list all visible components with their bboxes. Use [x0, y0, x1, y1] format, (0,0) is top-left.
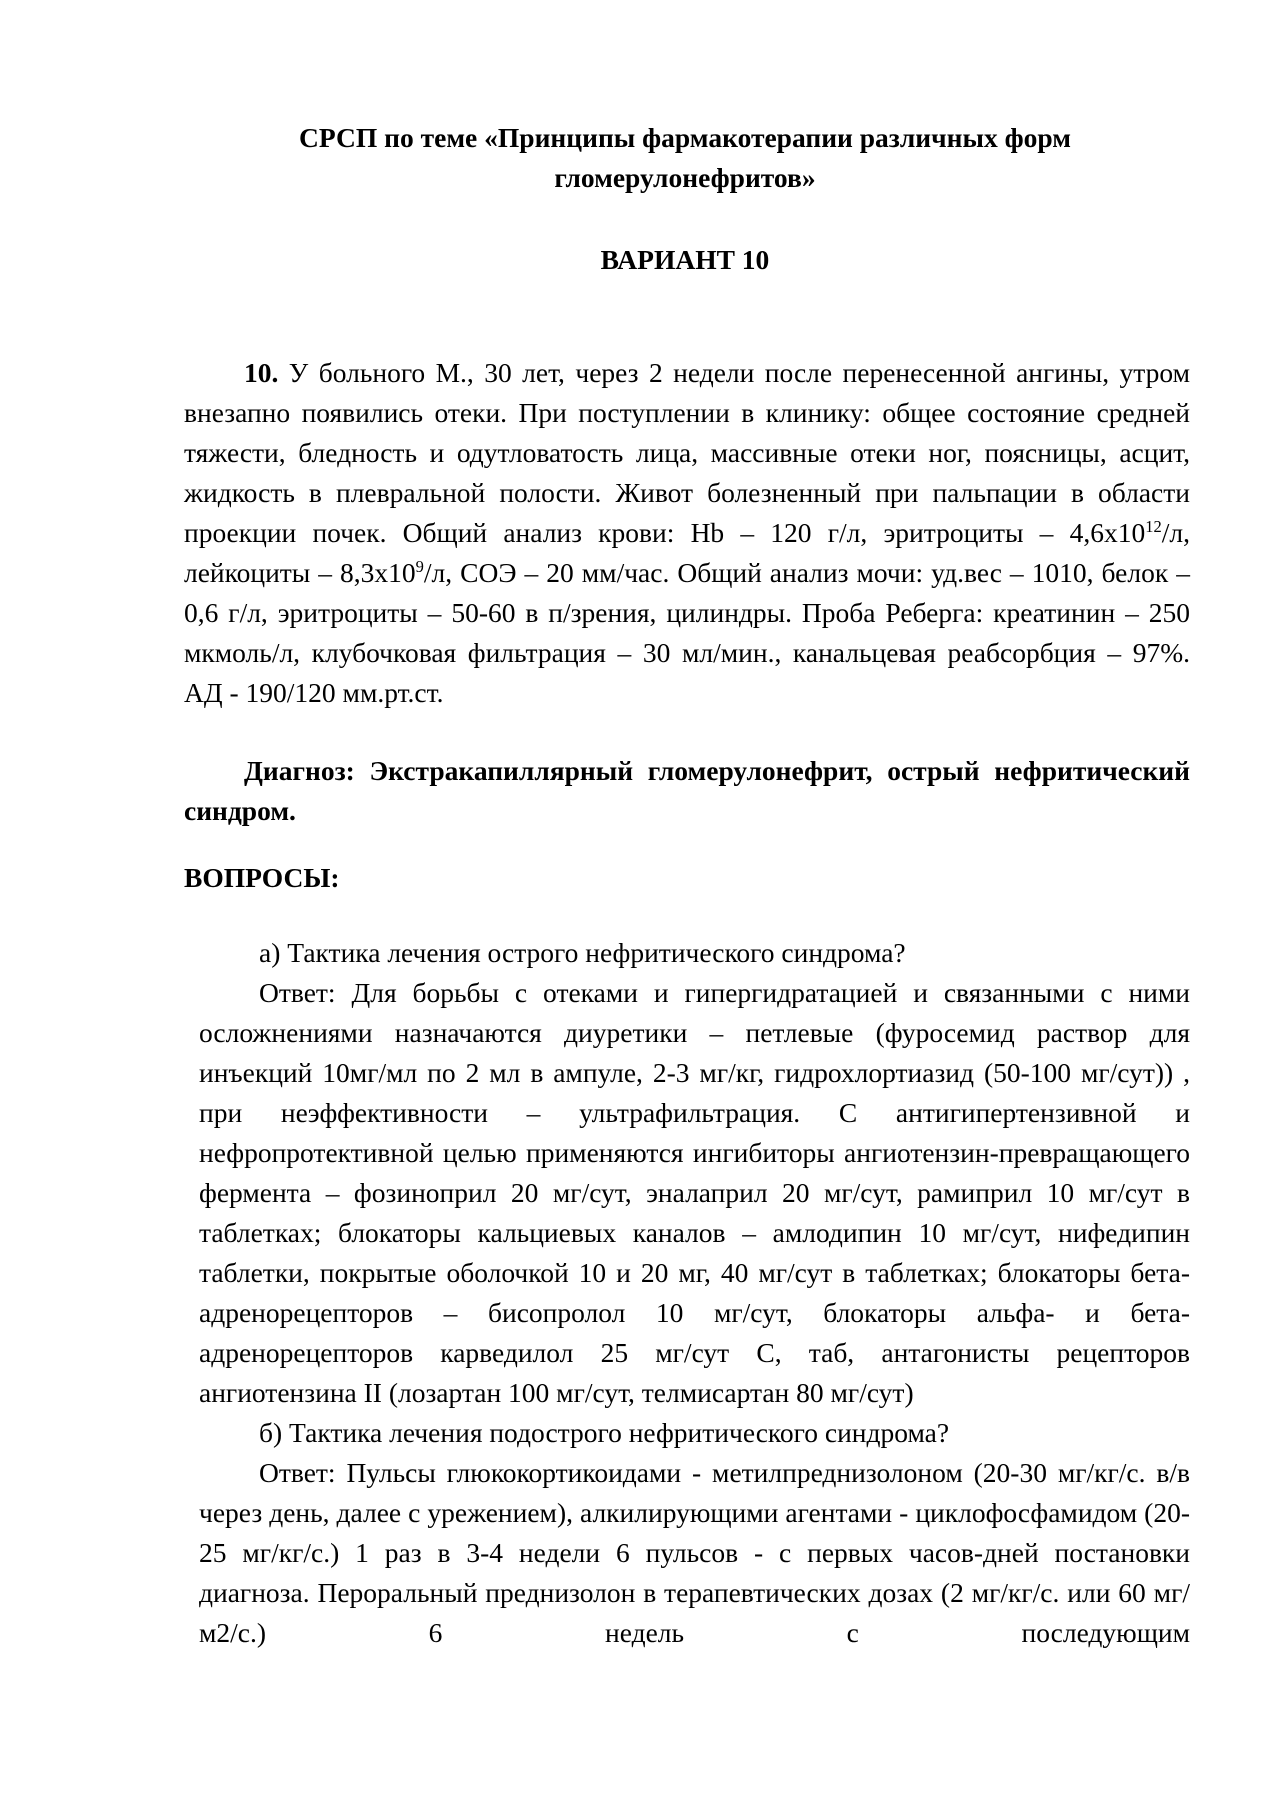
title-line-2: гломерулонефритов» [554, 162, 816, 193]
question-a: а) Тактика лечения острого нефритического синдрома? [259, 937, 906, 968]
answer-b: Ответ: Пульсы глюкокортикоидами - метилпреднизолоном (20-30 мг/кг/с. в/в через день, далее с урежением), алкилирующими агентами - циклофосфамидом (20-25 мг/кг/с.) 1 раз в 3-4 недели 6 пульсов - с первых часов-дней постановки диагноза. Пероральный преднизолон в терапевтических дозах (2 мг/кг/с. или 60 мг/м2/с.) 6 недель с последующим [199, 1457, 1190, 1648]
case-text-part-2: /л, лейкоциты – 8,3х10 [184, 517, 1190, 588]
case-text-part-1: У больного М., 30 лет, через 2 недели после перенесенной ангины, утром внезапно появились отеки. При поступлении в клинику: общее состояние средней тяжести, бледность и одутловатость лица, массивные отеки ног, поясницы, асцит, жидкость в плевральной полости. Живот болезненный при пальпации в области проекции почек. Общий анализ крови: Hb – 120 г/л, эритроциты – 4,6х10 [184, 357, 1190, 548]
clinical-case-paragraph [184, 353, 1190, 713]
questions-answers-section [199, 933, 1190, 1653]
question-b: б) Тактика лечения подострого нефритического синдрома? [259, 1417, 950, 1448]
title-line-1: СРСП по теме «Принципы фармакотерапии различных форм [299, 122, 1071, 153]
answer-a: Ответ: Для борьбы с отеками и гипергидратацией и связанными с ними осложнениями назначаются диуретики – петлевые (фуросемид раствор для инъекций 10мг/мл по 2 мл в ампуле, 2-3 мг/кг, гидрохлортиазид (50-100 мг/сут)) , при неэффективности – ультрафильтрация. С антигипертензивной и нефропротективной целью применяются ингибиторы ангиотензин-превращающего фермента – фозиноприл 20 мг/сут, эналаприл 20 мг/сут, рамиприл 10 мг/сут в таблетках; блокаторы кальциевых каналов – амлодипин 10 мг/сут, нифедипин таблетки, покрытые оболочкой 10 и 20 мг, 40 мг/сут в таблетках; блокаторы бета-адренорецепторов – бисопролол 10 мг/сут, блокаторы альфа- и бета-адренорецепторов карведилол 25 мг/сут С, таб, антагонисты рецепторов ангиотензина II (лозартан 100 мг/сут, телмисартан 80 мг/сут) [199, 977, 1190, 1408]
case-text-part-3: /л, СОЭ – 20 мм/час. Общий анализ мочи: уд.вес – 1010, белок – 0,6 г/л, эритроциты – 50-60 в п/зрения, цилиндры. Проба Реберга: креатинин – 250 мкмоль/л, клубочковая фильтрация – 30 мл/мин., канальцевая реабсорбция – 97%. АД - 190/120 мм.рт.ст. [184, 557, 1190, 708]
case-number: 10. [244, 357, 279, 388]
variant-heading: ВАРИАНТ 10 [600, 244, 770, 275]
questions-heading: ВОПРОСЫ: [184, 862, 340, 893]
diagnosis-paragraph: Диагноз: Экстракапиллярный гломерулонефрит, острый нефритический синдром. [184, 755, 1190, 826]
leukocytes-exponent: 9 [415, 556, 424, 576]
document-title [180, 118, 1190, 198]
erythrocytes-exponent: 12 [1145, 516, 1162, 536]
